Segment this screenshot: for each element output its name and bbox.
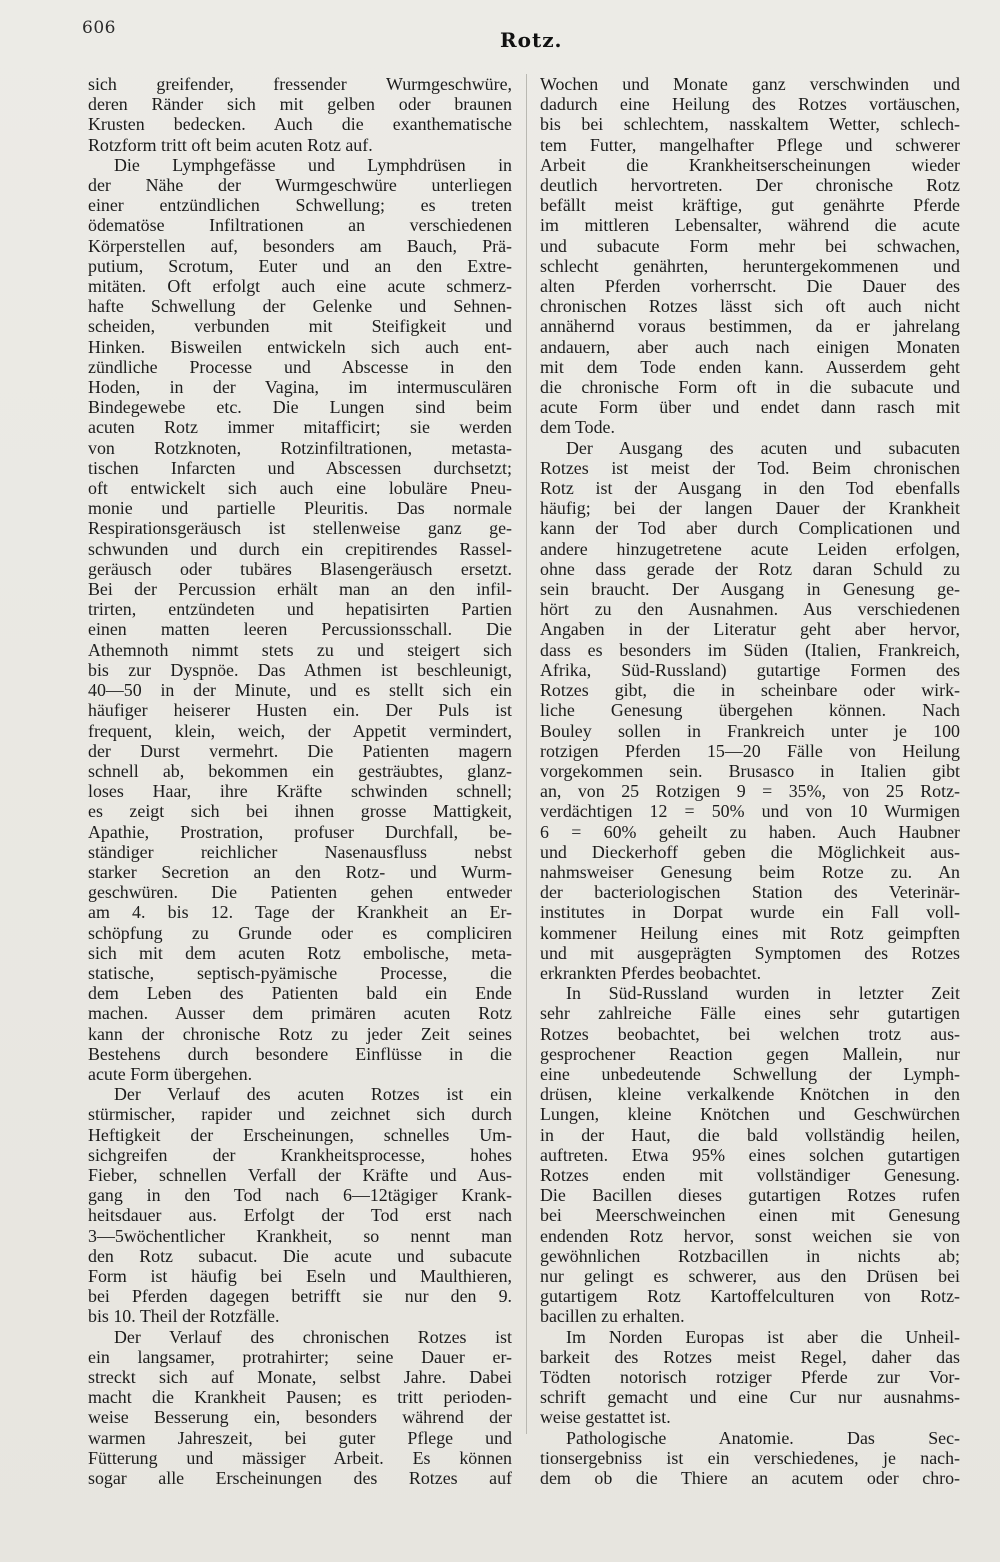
- text-line: schrift gemacht und eine Cur nur ausnahms-: [540, 1387, 960, 1408]
- text-line: gutartigem Rotz Kartoffelculturen von Rotz-: [540, 1286, 960, 1307]
- text-line: kann der Tod aber durch Complicationen und: [540, 518, 960, 539]
- text-line: vorgekommen sein. Brusasco in Italien gibt: [540, 760, 960, 781]
- text-line: warmen Jahreszeit, bei guter Pflege und: [88, 1427, 512, 1448]
- text-line: rotzigen Pferden 15—20 Fälle von Heilung: [540, 740, 960, 761]
- text-line: bis zur Dyspnöe. Das Athmen ist beschleunigt,: [88, 659, 512, 680]
- text-line: Im Norden Europas ist aber die Unheil-: [566, 1326, 960, 1347]
- text-line: heitsdauer aus. Erfolgt der Tod erst nach: [88, 1205, 512, 1226]
- text-line: sehr zahlreiche Fälle eines sehr gutartigen: [540, 1003, 960, 1024]
- text-line: Die Lymphgefässe und Lymphdrüsen in: [114, 154, 512, 175]
- text-line: Athemnoth nimmt stets zu und steigert sich: [88, 639, 512, 660]
- text-line: machen. Ausser dem primären acuten Rotz: [88, 1003, 512, 1024]
- text-line: zündliche Processe und Abscesse in den: [88, 356, 512, 377]
- text-line: Fieber, schnellen Verfall der Kräfte und Aus-: [88, 1164, 512, 1185]
- text-line: Rotz ist der Ausgang in den Tod ebenfalls: [540, 478, 960, 499]
- text-line: Bei der Percussion erhält man an den infil-: [88, 579, 512, 600]
- text-line: und Dieckerhoff geben die Möglichkeit aus-: [540, 841, 960, 862]
- text-line: tionsergebniss ist ein verschiedenes, je nach-: [540, 1447, 960, 1468]
- text-line: der bacteriologischen Station des Veterinär-: [540, 882, 960, 903]
- text-line: Afrika, Süd-Russland) gutartige Formen des: [540, 659, 960, 680]
- text-line: streckt sich auf Monate, selbst Jahre. Dabei: [88, 1367, 512, 1387]
- text-line: starker Secretion an den Rotz- und Wurm-: [88, 861, 512, 882]
- text-line: bei Pferden dagegen betrifft sie nur den 9.: [88, 1286, 512, 1307]
- text-line: mit dem Tode enden kann. Ausserdem geht: [540, 356, 960, 377]
- text-line: tischen Infarcten und Abscessen durchsetzt;: [88, 457, 512, 478]
- text-line: und mit ausgeprägten Symptomen des Rotzes: [540, 942, 960, 963]
- text-line: bis 10. Theil der Rotzfälle.: [88, 1306, 280, 1327]
- text-line: geschwüren. Die Patienten gehen entweder: [88, 882, 512, 903]
- text-line: barkeit des Rotzes meist Regel, daher das: [540, 1346, 960, 1367]
- text-line: sich mit dem acuten Rotz embolische, meta-: [88, 942, 512, 963]
- text-line: hafte Schwellung der Gelenke und Sehnen-: [88, 296, 512, 317]
- text-line: Rotzes enden mit vollständiger Genesung.: [540, 1164, 960, 1185]
- text-line: Der Verlauf des acuten Rotzes ist ein: [114, 1084, 512, 1105]
- text-line: auftreten. Etwa 95% eines solchen gutartigen: [540, 1144, 960, 1165]
- text-line: weise Besserung ein, besonders während der: [88, 1407, 512, 1428]
- text-line: frequent, klein, weich, der Appetit vermindert,: [88, 720, 512, 741]
- text-line: hört zu den Ausnahmen. Aus verschiedenen: [540, 599, 960, 620]
- text-line: Rotzform tritt oft beim acuten Rotz auf.: [88, 134, 373, 155]
- text-line: dadurch eine Heilung des Rotzes vortäuschen,: [540, 94, 960, 115]
- text-line: Der Ausgang des acuten und subacuten: [566, 437, 960, 458]
- text-line: erkrankten Pferdes beobachtet.: [540, 962, 762, 983]
- text-line: ständiger reichlicher Nasenausfluss nebst: [88, 841, 512, 862]
- text-line: es zeigt sich bei ihnen grosse Mattigkeit,: [88, 801, 512, 822]
- text-line: andere hinzugetretene acute Leiden erfolgen,: [540, 538, 960, 559]
- text-line: Rotzes ist meist der Tod. Beim chronischen: [540, 457, 960, 478]
- text-line: statische, septisch-pyämische Processe, die: [88, 962, 512, 983]
- text-line: der Durst vermehrt. Die Patienten magern: [88, 740, 512, 761]
- text-line: dem ob die Thiere an acutem oder chro-: [540, 1468, 960, 1489]
- text-line: 3—5wöchentlicher Krankheit, so nennt man: [88, 1225, 512, 1246]
- text-line: den Rotz subacut. Die acute und subacute: [88, 1245, 512, 1266]
- text-line: liche Genesung übergehen können. Nach: [540, 700, 960, 721]
- text-line: Bouley sollen in Frankreich unter je 100: [540, 720, 960, 741]
- text-line: der Nähe der Wurmgeschwüre unterliegen: [88, 175, 512, 196]
- text-line: endenden Rotz hervor, sonst weichen sie von: [540, 1225, 960, 1246]
- text-line: deutlich hervortreten. Der chronische Rotz: [540, 175, 960, 196]
- text-line: eine unbedeutende Schwellung der Lymph-: [540, 1063, 960, 1084]
- text-line: 6 = 60% geheilt zu haben. Auch Haubner: [540, 821, 960, 842]
- text-line: andauern, aber auch nach einigen Monaten: [540, 336, 960, 357]
- text-line: Der Verlauf des chronischen Rotzes ist: [114, 1326, 512, 1347]
- text-line: Heftigkeit der Erscheinungen, schnelles Um-: [88, 1124, 512, 1145]
- text-line: nur gelingt es schwerer, aus den Drüsen bei: [540, 1265, 960, 1286]
- text-line: scheiden, verbunden mit Steifigkeit und: [88, 316, 512, 337]
- text-line: Bestehens durch besondere Einflüsse in die: [88, 1043, 512, 1064]
- text-line: Wochen und Monate ganz verschwinden und: [540, 74, 960, 94]
- text-line: und subacute Form mehr bei schwachen,: [540, 235, 960, 256]
- text-line: Hoden, in der Vagina, im intermusculären: [88, 377, 512, 398]
- text-line: in der Haut, die bald vollständig heilen,: [540, 1124, 960, 1145]
- text-line: putium, Scrotum, Euter und an den Extre-: [88, 255, 512, 276]
- text-line: macht die Krankheit Pausen; es tritt perioden-: [88, 1387, 512, 1408]
- text-line: ohne dass gerade der Rotz daran Schuld zu: [540, 558, 960, 579]
- text-line: die chronische Form oft in die subacute und: [540, 377, 960, 398]
- text-line: monie und partielle Pleuritis. Das normale: [88, 498, 512, 519]
- text-line: bacillen zu erhalten.: [540, 1306, 685, 1327]
- right-text-column: [540, 74, 960, 1488]
- text-line: geräusch oder tubäres Blasengeräusch ersetzt.: [88, 558, 512, 579]
- text-line: Bindegewebe etc. Die Lungen sind beim: [88, 397, 512, 418]
- text-line: Lungen, kleine Knötchen und Geschwürchen: [540, 1104, 960, 1125]
- text-line: loses Haar, ihre Kräfte schwinden schnell;: [88, 781, 512, 802]
- text-line: institutes in Dorpat wurde ein Fall voll-: [540, 902, 960, 923]
- text-line: schöpfung zu Grunde oder es compliciren: [88, 922, 512, 943]
- text-line: bei Meerschweinchen einen mit Genesung: [540, 1205, 960, 1226]
- text-line: sich greifender, fressender Wurmgeschwüre,: [88, 74, 512, 94]
- text-line: Angaben in der Literatur geht aber hervor,: [540, 619, 960, 640]
- left-text-column: [88, 74, 512, 1488]
- text-line: Krusten bedecken. Auch die exanthematische: [88, 114, 512, 135]
- text-line: gesprochener Reaction gegen Mallein, nur: [540, 1043, 960, 1064]
- text-line: häufig; bei der langen Dauer der Krankheit: [540, 498, 960, 519]
- column-divider: [526, 74, 527, 1434]
- text-line: Hinken. Bisweilen entwickeln sich auch ent-: [88, 336, 512, 357]
- text-line: acute Form übergehen.: [88, 1063, 253, 1084]
- text-line: dem Tode.: [540, 417, 615, 438]
- text-line: bis bei schlechtem, nasskaltem Wetter, schlech-: [540, 114, 960, 135]
- text-line: häufiger heiserer Husten ein. Der Puls ist: [88, 700, 512, 721]
- text-line: einen matten leeren Percussionsschall. Die: [88, 619, 512, 640]
- text-line: im mittleren Lebensalter, während die acute: [540, 215, 960, 236]
- text-line: Pathologische Anatomie. Das Sec-: [566, 1427, 960, 1448]
- text-line: ein langsamer, protrahirter; seine Dauer er-: [88, 1346, 512, 1367]
- text-line: Respirationsgeräusch ist stellenweise ganz ge-: [88, 518, 512, 539]
- text-line: drüsen, kleine verkalkende Knötchen in den: [540, 1084, 960, 1105]
- text-line: kommener Heilung eines mit Rotz geimpften: [540, 922, 960, 943]
- text-line: ödematöse Infiltrationen an verschiedenen: [88, 215, 512, 236]
- text-line: acuten Rotz immer mitafficirt; sie werden: [88, 417, 512, 438]
- text-line: alten Pferden vorherrscht. Die Dauer des: [540, 276, 960, 297]
- text-line: dem Leben des Patienten bald ein Ende: [88, 983, 512, 1004]
- text-line: sichgreifen der Krankheitsprocesse, hohes: [88, 1144, 512, 1165]
- text-line: Körperstellen auf, besonders am Bauch, Prä-: [88, 235, 512, 256]
- text-line: sogar alle Erscheinungen des Rotzes auf: [88, 1468, 512, 1489]
- text-line: oft entwickelt sich auch eine lobuläre Pneu-: [88, 478, 512, 499]
- text-line: schlecht genährten, heruntergekommenen und: [540, 255, 960, 276]
- text-line: Arbeit die Krankheitserscheinungen wieder: [540, 154, 960, 175]
- text-line: Rotzes beobachtet, bei welchen trotz aus-: [540, 1023, 960, 1044]
- text-line: an, von 25 Rotzigen 9 = 35%, von 25 Rotz-: [540, 781, 960, 802]
- text-line: nahmsweiser Genesung beim Rotze zu. An: [540, 861, 960, 882]
- text-line: In Süd-Russland wurden in letzter Zeit: [566, 983, 960, 1004]
- text-line: von Rotzknoten, Rotzinfiltrationen, metasta-: [88, 437, 512, 458]
- text-line: mitäten. Oft erfolgt auch eine acute schmerz-: [88, 276, 512, 297]
- text-line: stürmischer, rapider und zeichnet sich durch: [88, 1104, 512, 1125]
- text-line: befällt meist kräftige, gut genährte Pferde: [540, 195, 960, 216]
- page-number: 606: [82, 18, 116, 38]
- text-line: weise gestattet ist.: [540, 1407, 671, 1428]
- text-line: Rotzes gibt, die in scheinbare oder wirk-: [540, 680, 960, 701]
- text-line: am 4. bis 12. Tage der Krankheit an Er-: [88, 902, 512, 923]
- running-title: Rotz.: [500, 28, 563, 52]
- text-line: tem Futter, mangelhafter Pflege und schwerer: [540, 134, 960, 155]
- text-line: 40—50 in der Minute, und es stellt sich ein: [88, 680, 512, 701]
- text-line: sein braucht. Der Ausgang in Genesung ge-: [540, 579, 960, 600]
- text-line: annähernd voraus bestimmen, da er jahrelang: [540, 316, 960, 337]
- text-line: gewöhnlichen Rotzbacillen in nichts ab;: [540, 1245, 960, 1266]
- text-line: Die Bacillen dieses gutartigen Rotzes rufen: [540, 1185, 960, 1206]
- text-line: einer entzündlichen Schwellung; es treten: [88, 195, 512, 216]
- text-line: deren Ränder sich mit gelben oder braunen: [88, 94, 512, 115]
- text-line: dass es besonders im Süden (Italien, Frankreich,: [540, 639, 960, 660]
- text-line: acute Form über und endet dann rasch mit: [540, 397, 960, 418]
- text-line: chronischen Rotzes lässt sich oft auch nicht: [540, 296, 960, 317]
- text-line: Apathie, Prostration, profuser Durchfall, be-: [88, 821, 512, 842]
- text-line: kann der chronische Rotz zu jeder Zeit seines: [88, 1023, 512, 1044]
- text-line: Fütterung und mässiger Arbeit. Es können: [88, 1447, 512, 1468]
- text-line: schwunden und durch ein crepitirendes Rassel-: [88, 538, 512, 559]
- text-line: Tödten notorisch rotziger Pferde zur Vor-: [540, 1367, 960, 1387]
- text-line: Form ist häufig bei Eseln und Maulthieren,: [88, 1265, 512, 1286]
- text-line: gang in den Tod nach 6—12tägiger Krank-: [88, 1185, 512, 1206]
- text-line: schnell ab, bekommen ein gesträubtes, glanz-: [88, 760, 512, 781]
- text-line: verdächtigen 12 = 50% und von 10 Wurmigen: [540, 801, 960, 822]
- text-line: trirten, entzündeten und hepatisirten Partien: [88, 599, 512, 620]
